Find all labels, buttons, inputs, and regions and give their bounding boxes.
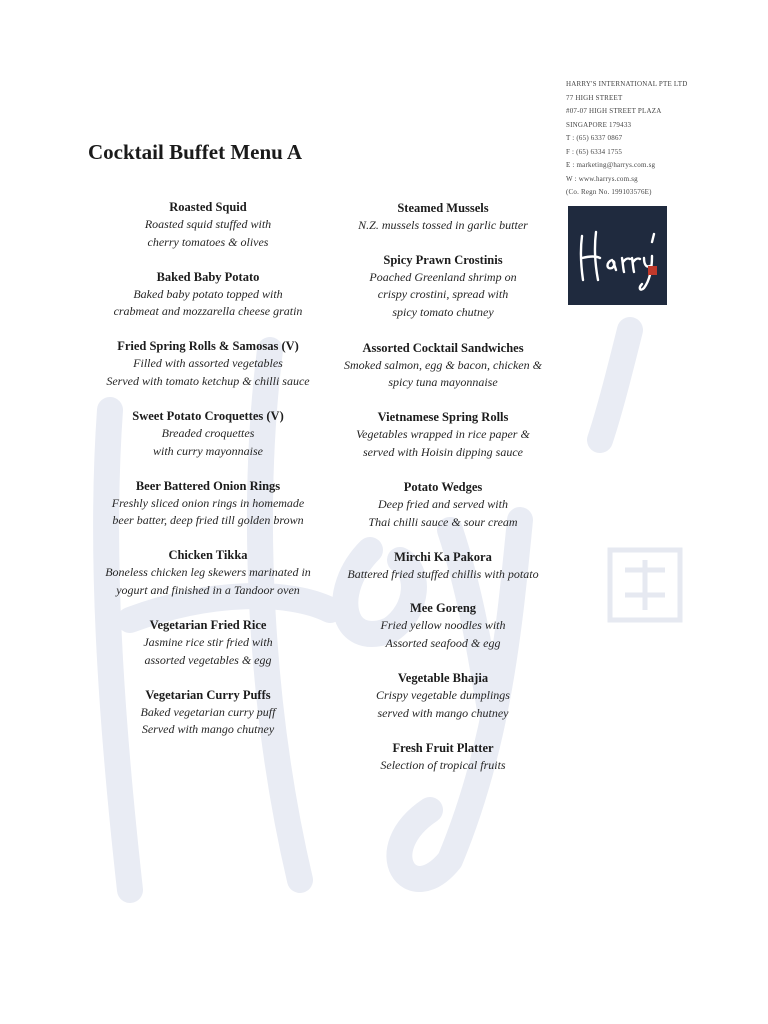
logo-stamp — [648, 266, 657, 275]
menu-item-description: Assorted seafood & egg — [385, 635, 501, 650]
menu-item — [320, 670, 566, 740]
address-line: SINGAPORE 179433 — [566, 120, 632, 129]
menu-item-description: Fried yellow noodles with — [380, 618, 506, 633]
menu-item — [80, 338, 336, 408]
menu-item-name: Vegetable Bhajia — [397, 671, 489, 686]
menu-item-name: Baked Baby Potato — [156, 269, 260, 284]
menu-column-right — [320, 200, 566, 791]
menu-item-description: Baked vegetarian curry puff — [140, 704, 276, 719]
menu-item-name: Fresh Fruit Platter — [392, 740, 494, 755]
menu-item-description: served with Hoisin dipping sauce — [363, 444, 523, 459]
menu-item-description: Freshly sliced onion rings in homemade — [111, 495, 305, 510]
menu-item — [320, 252, 566, 340]
menu-item-description: assorted vegetables & egg — [144, 652, 272, 667]
menu-item-name: Sweet Potato Croquettes (V) — [132, 409, 284, 424]
menu-item — [80, 199, 336, 269]
menu-item-description: cherry tomatoes & olives — [147, 234, 269, 249]
menu-item-description: crabmeat and mozzarella cheese gratin — [113, 304, 303, 319]
phone-line: T : (65) 6337 0867 — [566, 134, 623, 142]
menu-item-name: Vegetarian Fried Rice — [149, 618, 267, 633]
menu-item — [80, 547, 336, 617]
menu-item-description: Served with tomato ketchup & chilli sauce — [106, 373, 310, 388]
menu-item-name: Mirchi Ka Pakora — [394, 549, 492, 564]
menu-item-description: spicy tuna mayonnaise — [388, 375, 498, 389]
menu-item-name: Mee Goreng — [409, 601, 477, 616]
menu-item — [320, 740, 566, 792]
menu-item — [80, 408, 336, 478]
menu-item-description: Boneless chicken leg skewers marinated in — [105, 565, 311, 580]
menu-item-description: served with mango chutney — [377, 705, 509, 720]
menu-item-description: Crispy vegetable dumplings — [376, 688, 510, 703]
registration-line: (Co. Regn No. 199103576E) — [566, 188, 652, 196]
menu-item — [80, 617, 336, 687]
address-line: 77 HIGH STREET — [566, 93, 623, 102]
menu-column-left — [80, 199, 336, 757]
menu-item — [320, 340, 566, 410]
menu-item-description: yogurt and finished in a Tandoor oven — [116, 582, 300, 597]
menu-item-name: Roasted Squid — [169, 200, 247, 214]
menu-item-description: Battered fried stuffed chillis with potato — [347, 566, 539, 581]
menu-item-name: Vietnamese Spring Rolls — [377, 410, 509, 425]
menu-item-name: Chicken Tikka — [168, 548, 248, 563]
menu-item-name: Vegetarian Curry Puffs — [145, 687, 271, 702]
menu-item-description: Roasted squid stuffed with — [144, 217, 272, 231]
harrys-logo-mark — [568, 206, 667, 305]
address-line: #07-07 HIGH STREET PLAZA — [566, 107, 662, 115]
company-name: HARRY'S INTERNATIONAL PTE LTD — [566, 80, 688, 88]
menu-item-description: Served with mango chutney — [141, 722, 275, 737]
menu-item-description: spicy tomato chutney — [392, 304, 494, 319]
menu-item-name: Potato Wedges — [403, 480, 483, 495]
company-address-block — [566, 78, 746, 200]
menu-item-description: Selection of tropical fruits — [380, 757, 506, 772]
menu-item-name: Assorted Cocktail Sandwiches — [362, 340, 524, 355]
menu-title: Cocktail Buffet Menu A — [88, 140, 303, 164]
menu-item-description: Thai chilli sauce & sour cream — [368, 514, 518, 529]
menu-item-description: Jasmine rice stir fried with — [143, 635, 273, 650]
fax-line: F : (65) 6334 1755 — [566, 147, 623, 156]
menu-item-description: Poached Greenland shrimp on — [369, 269, 517, 284]
menu-item-name: Fried Spring Rolls & Samosas (V) — [117, 339, 299, 354]
menu-item — [320, 549, 566, 601]
menu-item-description: Baked baby potato topped with — [133, 286, 283, 301]
menu-item — [80, 478, 336, 548]
menu-item-description: Smoked salmon, egg & bacon, chicken & — [344, 357, 542, 372]
menu-item-description: beer batter, deep fried till golden brown — [112, 513, 304, 528]
menu-item-description: Filled with assorted vegetables — [133, 356, 283, 371]
menu-item-description: Vegetables wrapped in rice paper & — [356, 427, 530, 442]
menu-item — [320, 600, 566, 670]
menu-item — [80, 687, 336, 757]
menu-item — [80, 269, 336, 339]
menu-item-description: crispy crostini, spread with — [377, 287, 509, 301]
menu-item — [320, 200, 566, 252]
menu-item — [320, 479, 566, 549]
menu-item-description: with curry mayonnaise — [153, 443, 263, 458]
harrys-logo — [568, 206, 667, 305]
menu-item — [320, 409, 566, 479]
menu-item-name: Steamed Mussels — [397, 201, 489, 215]
website-line: W : www.harrys.com.sg — [566, 174, 638, 183]
menu-item-description: Breaded croquettes — [161, 426, 255, 441]
menu-item-name: Spicy Prawn Crostinis — [383, 252, 503, 267]
menu-item-description: Deep fried and served with — [378, 497, 508, 512]
email-line: E : marketing@harrys.com.sg — [566, 161, 656, 169]
menu-item-description: N.Z. mussels tossed in garlic butter — [358, 218, 528, 232]
menu-item-name: Beer Battered Onion Rings — [135, 478, 281, 493]
